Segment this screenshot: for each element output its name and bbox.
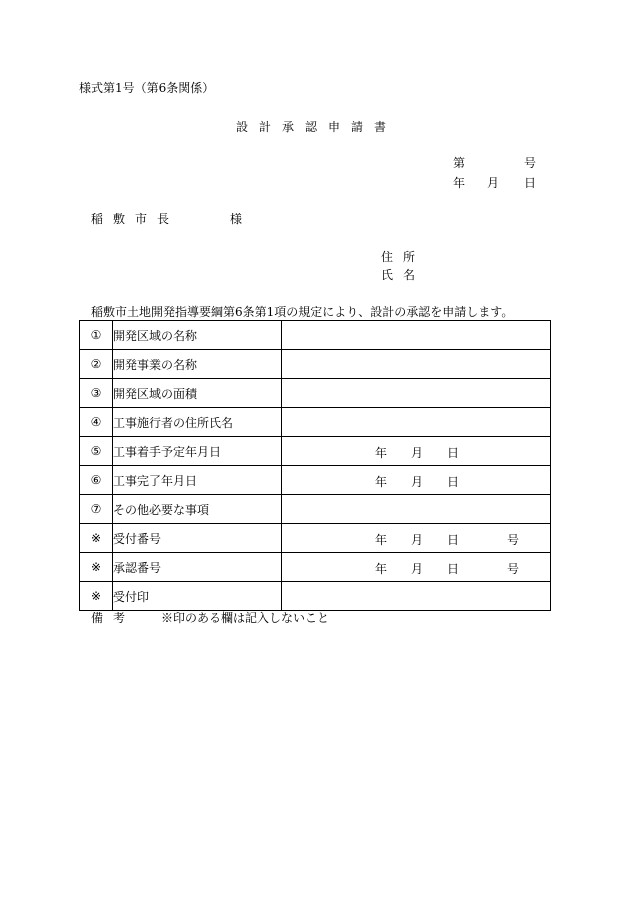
addressee-honorific: 様 [230,212,243,226]
form-number: 様式第1号（第6条関係） [79,81,215,95]
row-item-label: 工事完了年月日 [113,466,282,495]
number-label: 第 [453,156,466,170]
value-year-label: 年 [375,562,388,576]
number-suffix: 号 [524,156,537,170]
date-month-label: 月 [487,176,500,190]
applicant-address-label: 住所 [381,250,426,264]
row-value-field[interactable] [282,321,551,350]
table-row [80,321,551,350]
row-item-label: 受付番号 [113,524,282,553]
row-item-label: 受付印 [113,582,282,611]
row-item-label: 開発区域の名称 [113,321,282,350]
row-number: ④ [80,408,113,437]
table-row [80,495,551,524]
application-table [79,320,551,611]
row-value-field[interactable] [282,466,551,495]
row-value-field[interactable] [282,408,551,437]
table-row [80,553,551,582]
row-number: ⑦ [80,495,113,524]
row-value-field[interactable] [282,495,551,524]
table-row [80,524,551,553]
value-month-label: 月 [411,562,424,576]
document-title: 設計承認申請書 [236,120,398,134]
table-row [80,582,551,611]
table-row [80,350,551,379]
value-year-label: 年 [375,446,388,460]
value-year-label: 年 [375,533,388,547]
applicant-name-label: 氏名 [381,268,426,282]
value-number-label: 号 [507,533,520,547]
row-item-label: 承認番号 [113,553,282,582]
value-month-label: 月 [411,475,424,489]
remarks-text: ※印のある欄は記入しないこと [161,611,330,625]
value-day-label: 日 [447,562,460,576]
value-day-label: 日 [447,533,460,547]
date-day-label: 日 [524,176,537,190]
row-number: ② [80,350,113,379]
row-item-label: 工事着手予定年月日 [113,437,282,466]
row-number: ※ [80,582,113,611]
row-item-label: 開発事業の名称 [113,350,282,379]
row-value-field[interactable] [282,524,551,553]
row-number: ※ [80,524,113,553]
value-month-label: 月 [411,533,424,547]
row-value-field[interactable] [282,437,551,466]
row-number: ※ [80,553,113,582]
row-value-field[interactable] [282,553,551,582]
row-item-label: 開発区域の面積 [113,379,282,408]
row-item-label: その他必要な事項 [113,495,282,524]
row-value-field[interactable] [282,582,551,611]
value-day-label: 日 [447,446,460,460]
table-row [80,466,551,495]
row-number: ⑤ [80,437,113,466]
remarks-label: 備考 [91,611,136,625]
row-number: ① [80,321,113,350]
row-item-label: 工事施行者の住所氏名 [113,408,282,437]
table-row [80,408,551,437]
row-number: ③ [80,379,113,408]
value-day-label: 日 [447,475,460,489]
table-row [80,379,551,408]
row-number: ⑥ [80,466,113,495]
value-year-label: 年 [375,475,388,489]
value-month-label: 月 [411,446,424,460]
row-value-field[interactable] [282,350,551,379]
addressee-name: 稲敷市長 [91,212,180,226]
table-row [80,437,551,466]
date-year-label: 年 [453,176,466,190]
row-value-field[interactable] [282,379,551,408]
intro-statement: 稲敷市土地開発指導要綱第6条第1項の規定により、設計の承認を申請します。 [91,305,514,319]
value-number-label: 号 [507,562,520,576]
